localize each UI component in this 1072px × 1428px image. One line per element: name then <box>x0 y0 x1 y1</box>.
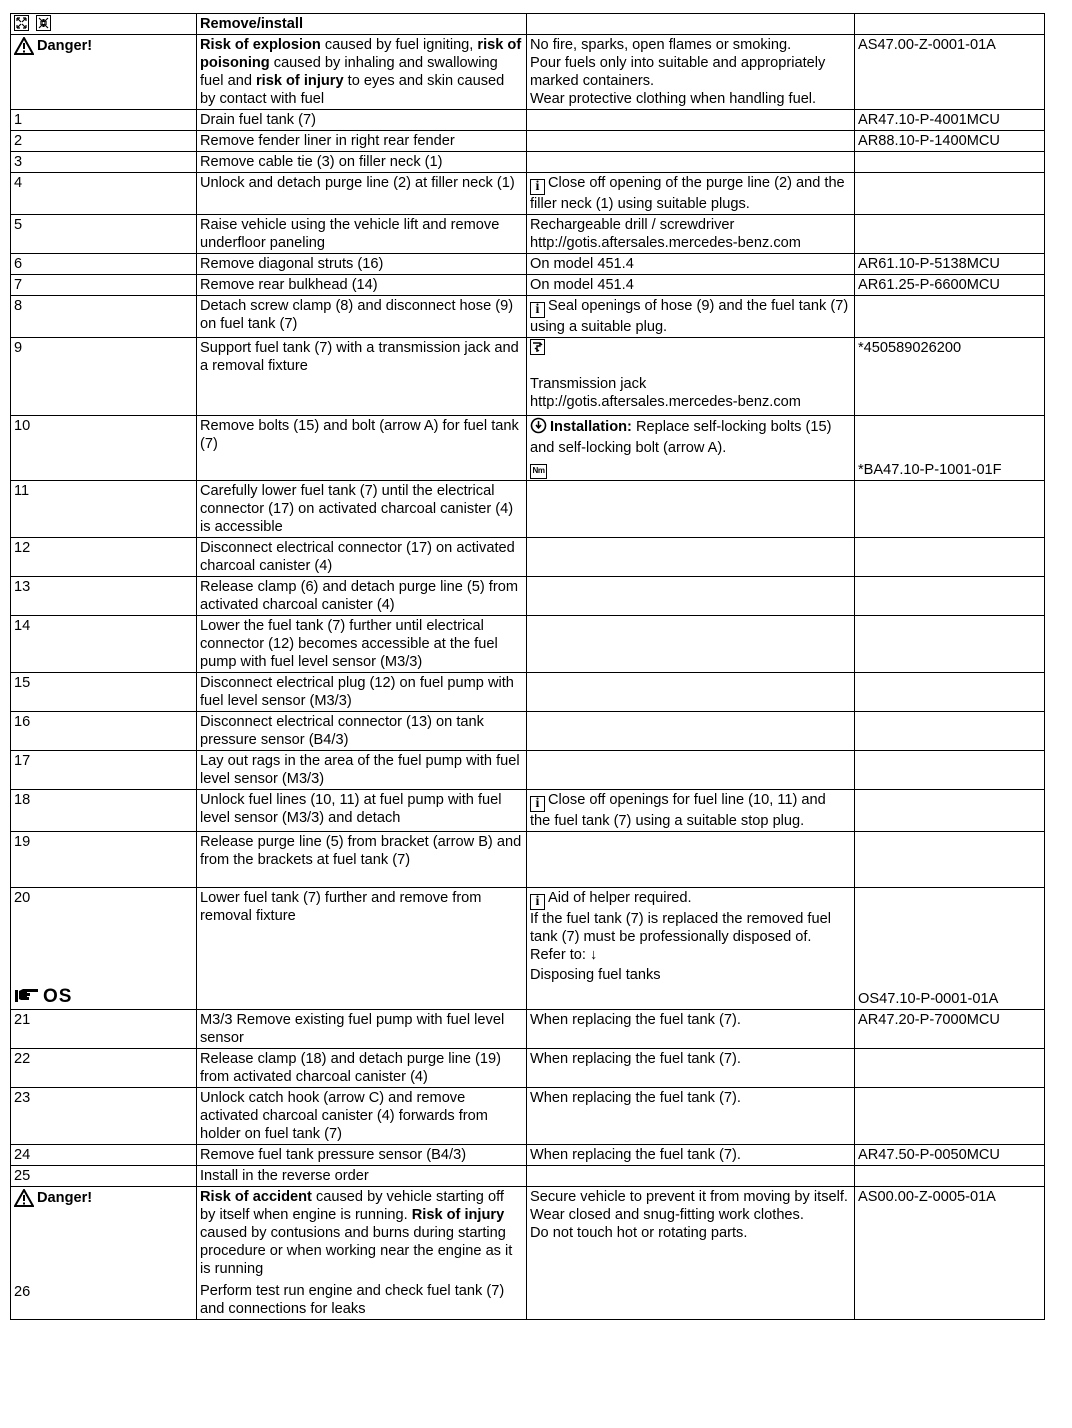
warning-triangle-icon <box>14 37 34 55</box>
step-instruction: Perform test run engine and check fuel tank (7) and connections for leaks <box>200 1283 505 1317</box>
step-reference <box>855 832 1045 888</box>
document-reference[interactable]: AR47.20-P-7000MCU <box>858 1012 1000 1028</box>
step-reference <box>855 712 1045 751</box>
step-row <box>11 538 1045 577</box>
step-note <box>527 131 855 152</box>
header-icons-cell <box>11 14 197 35</box>
step-number-cell <box>11 751 197 790</box>
danger-1-risk-text: Risk of explosion caused by fuel igniting, risk of poisoning caused by inhaling and swallowing fuel and risk of injury to eyes and skin caused by contact with fuel <box>197 35 527 110</box>
step-number: 22 <box>14 1051 31 1067</box>
step-row <box>11 1145 1045 1166</box>
step-row <box>11 152 1045 173</box>
step-number: 14 <box>14 618 31 634</box>
step-reference <box>855 152 1045 173</box>
step-reference <box>855 616 1045 673</box>
document-reference[interactable]: AR47.10-P-4001MCU <box>858 112 1000 128</box>
installation-icon <box>530 417 547 439</box>
step-number-cell <box>11 1166 197 1187</box>
step-row <box>11 275 1045 296</box>
danger-1-ref[interactable]: AS47.00-Z-0001-01A <box>855 35 1045 110</box>
collapse-icon[interactable] <box>36 15 51 31</box>
step-number: 11 <box>14 483 30 499</box>
disposing-fuel-tanks-link[interactable]: Disposing fuel tanks <box>530 967 661 983</box>
step-instruction: Disconnect electrical connector (13) on tank pressure sensor (B4/3) <box>197 712 527 751</box>
step-note <box>527 673 855 712</box>
danger-row-2 <box>11 1187 1045 1320</box>
step-number-cell <box>11 577 197 616</box>
step-reference <box>855 215 1045 254</box>
step-number: 23 <box>14 1090 31 1106</box>
step-row <box>11 616 1045 673</box>
step-row <box>11 751 1045 790</box>
document-reference[interactable]: AR61.10-P-5138MCU <box>858 256 1000 272</box>
step-row <box>11 712 1045 751</box>
step-row <box>11 1088 1045 1145</box>
step-row <box>11 832 1045 888</box>
step-number: 12 <box>14 540 31 556</box>
step-row <box>11 790 1045 832</box>
step-instruction: Unlock catch hook (arrow C) and remove activated charcoal canister (4) forwards from holder on fuel tank (7) <box>197 1088 527 1145</box>
step-number-cell <box>11 1088 197 1145</box>
step-number: 20 <box>14 890 31 906</box>
step-note: Transmission jack http://gotis.aftersales.mercedes-benz.com <box>527 338 855 416</box>
step-number-cell <box>11 1145 197 1166</box>
step-number-cell <box>11 832 197 888</box>
step-reference <box>855 481 1045 538</box>
step-row <box>11 254 1045 275</box>
step-number: 8 <box>14 298 23 314</box>
step-reference <box>855 1166 1045 1187</box>
step-number-cell <box>11 673 197 712</box>
step-number: 17 <box>14 753 31 769</box>
step-instruction: M3/3 Remove existing fuel pump with fuel level sensor <box>197 1010 527 1049</box>
step-note: i Close off openings for fuel line (10, 11) and the fuel tank (7) using a suitable stop plug. <box>527 790 855 832</box>
step-number: 6 <box>14 256 23 272</box>
step-number: 2 <box>14 133 23 149</box>
step-instruction: Release clamp (6) and detach purge line (5) from activated charcoal canister (4) <box>197 577 527 616</box>
os-reference[interactable] <box>14 987 72 1007</box>
step-row <box>11 577 1045 616</box>
step-number-cell <box>11 110 197 131</box>
step-instruction: Lay out rags in the area of the fuel pump with fuel level sensor (M3/3) <box>197 751 527 790</box>
step-row <box>11 1166 1045 1187</box>
step-reference <box>855 131 1045 152</box>
step-number: 1 <box>14 112 23 128</box>
step-row <box>11 215 1045 254</box>
step-note <box>527 712 855 751</box>
step-row <box>11 1049 1045 1088</box>
info-icon: i <box>530 796 545 812</box>
step-number-cell <box>11 152 197 173</box>
step-reference <box>855 173 1045 215</box>
step-instruction: Install in the reverse order <box>197 1166 527 1187</box>
step-reference <box>855 538 1045 577</box>
step-number-cell <box>11 616 197 673</box>
step-number: 9 <box>14 340 23 356</box>
step-reference <box>855 1049 1045 1088</box>
step-number-cell <box>11 712 197 751</box>
step-reference <box>855 1145 1045 1166</box>
step-note: On model 451.4 <box>527 254 855 275</box>
step-number-cell <box>11 173 197 215</box>
step-number: 13 <box>14 579 31 595</box>
step-number-cell <box>11 131 197 152</box>
danger-2-ref[interactable]: AS00.00-Z-0005-01A <box>855 1187 1045 1320</box>
step-number: 16 <box>14 714 31 730</box>
step-row <box>11 416 1045 481</box>
document-reference[interactable]: OS47.10-P-0001-01A <box>858 991 999 1007</box>
step-note <box>527 152 855 173</box>
step-number: 19 <box>14 834 31 850</box>
step-instruction: Lower fuel tank (7) further and remove from removal fixture <box>197 888 527 1010</box>
torque-icon[interactable]: Nm <box>530 464 547 479</box>
step-reference <box>855 275 1045 296</box>
step-reference <box>855 790 1045 832</box>
step-instruction: Unlock fuel lines (10, 11) at fuel pump with fuel level sensor (M3/3) and detach <box>197 790 527 832</box>
step-number: 3 <box>14 154 23 170</box>
step-note: Installation: Replace self-locking bolts (15) and self-locking bolt (arrow A). Nm <box>527 416 855 481</box>
step-note <box>527 751 855 790</box>
step-instruction: Carefully lower fuel tank (7) until the electrical connector (17) on activated charcoal canister (4) is accessible <box>197 481 527 538</box>
step-row <box>11 481 1045 538</box>
step-note <box>527 832 855 888</box>
document-reference[interactable]: *BA47.10-P-1001-01F <box>858 462 1002 478</box>
step-number: 26 <box>14 1284 31 1300</box>
info-icon: i <box>530 894 545 910</box>
danger-label: Danger! <box>14 1189 192 1207</box>
step-note: i Aid of helper required. If the fuel tank (7) is replaced the removed fuel tank (7) must be professionally disposed of. Refer to: ↓ Disposing fuel tanks <box>527 888 855 1010</box>
step-instruction: Support fuel tank (7) with a transmission jack and a removal fixture <box>197 338 527 416</box>
procedure-table <box>10 13 1045 1320</box>
step-reference <box>855 1088 1045 1145</box>
step-reference <box>855 673 1045 712</box>
step-number: 10 <box>14 418 31 434</box>
danger-label: Danger! <box>14 37 192 55</box>
step-instruction: Unlock and detach purge line (2) at filler neck (1) <box>197 173 527 215</box>
danger-row-1 <box>11 35 1045 110</box>
step-number: 5 <box>14 217 23 233</box>
step-instruction: Remove diagonal struts (16) <box>197 254 527 275</box>
step-instruction: Disconnect electrical connector (17) on activated charcoal canister (4) <box>197 538 527 577</box>
step-number-cell <box>11 254 197 275</box>
step-number: 4 <box>14 175 23 191</box>
step-row <box>11 673 1045 712</box>
step-note: When replacing the fuel tank (7). <box>527 1049 855 1088</box>
step-reference <box>855 416 1045 481</box>
step-row <box>11 110 1045 131</box>
step-number-cell <box>11 1049 197 1088</box>
step-reference <box>855 110 1045 131</box>
step-number: 25 <box>14 1168 31 1184</box>
step-number-cell <box>11 416 197 481</box>
step-number: 7 <box>14 277 23 293</box>
info-icon: i <box>530 302 545 318</box>
step-note <box>527 1166 855 1187</box>
step-number: 15 <box>14 675 31 691</box>
step-number: 18 <box>14 792 31 808</box>
step-reference <box>855 254 1045 275</box>
step-note: i Seal openings of hose (9) and the fuel tank (7) using a suitable plug. <box>527 296 855 338</box>
step-number: 21 <box>14 1012 31 1028</box>
step-note: i Close off opening of the purge line (2) and the filler neck (1) using suitable plugs. <box>527 173 855 215</box>
step-reference <box>855 338 1045 416</box>
step-instruction: Disconnect electrical plug (12) on fuel pump with fuel level sensor (M3/3) <box>197 673 527 712</box>
step-reference <box>855 1010 1045 1049</box>
step-number-cell <box>11 790 197 832</box>
step-instruction: Remove fender liner in right rear fender <box>197 131 527 152</box>
danger-1-notes: No fire, sparks, open flames or smoking. Pour fuels only into suitable and appropriately marked containers. Wear protective clothing when handling fuel. <box>527 35 855 110</box>
step-row <box>11 131 1045 152</box>
warning-triangle-icon <box>14 1189 34 1207</box>
step-note <box>527 538 855 577</box>
step-note <box>527 616 855 673</box>
step-instruction: Remove rear bulkhead (14) <box>197 275 527 296</box>
step-note: When replacing the fuel tank (7). <box>527 1088 855 1145</box>
step-note <box>527 481 855 538</box>
expand-icon[interactable] <box>14 15 29 31</box>
special-tool-icon[interactable] <box>530 339 545 355</box>
step-instruction: Remove bolts (15) and bolt (arrow A) for fuel tank (7) <box>197 416 527 481</box>
step-instruction: Raise vehicle using the vehicle lift and remove underfloor paneling <box>197 215 527 254</box>
step-instruction: Release purge line (5) from bracket (arrow B) and from the brackets at fuel tank (7) <box>197 832 527 888</box>
danger-2-risk-text: Risk of accident caused by vehicle starting off by itself when engine is running. Risk of injury caused by contusions and burns during starting procedure or when working near the engine as it is running Perform test run engine and check fuel tank (7) and connections for leaks <box>197 1187 527 1320</box>
step-row <box>11 1010 1045 1049</box>
step-instruction: Release clamp (18) and detach purge line (19) from activated charcoal canister (4) <box>197 1049 527 1088</box>
document-reference[interactable]: *450589026200 <box>858 340 962 356</box>
step-note <box>527 110 855 131</box>
step-reference <box>855 577 1045 616</box>
pointing-hand-icon <box>14 987 40 1007</box>
document-reference[interactable]: AR61.25-P-6600MCU <box>858 277 1000 293</box>
header-row <box>11 14 1045 35</box>
step-instruction: Remove fuel tank pressure sensor (B4/3) <box>197 1145 527 1166</box>
step-row <box>11 338 1045 416</box>
step-number-cell <box>11 296 197 338</box>
step-number: 24 <box>14 1147 31 1163</box>
step-note: When replacing the fuel tank (7). <box>527 1145 855 1166</box>
section-title: Remove/install <box>197 14 527 35</box>
step-number-cell <box>11 275 197 296</box>
step-instruction: Lower the fuel tank (7) further until electrical connector (12) becomes accessible at the fuel pump with fuel level sensor (M3/3) <box>197 616 527 673</box>
step-note: Rechargeable drill / screwdriver http://gotis.aftersales.mercedes-benz.com <box>527 215 855 254</box>
document-reference[interactable]: AR88.10-P-1400MCU <box>858 133 1000 149</box>
danger-2-notes: Secure vehicle to prevent it from moving by itself. Wear closed and snug-fitting work clothes. Do not touch hot or rotating parts. <box>527 1187 855 1320</box>
step-number-cell <box>11 888 197 1010</box>
step-row <box>11 888 1045 1010</box>
step-note: When replacing the fuel tank (7). <box>527 1010 855 1049</box>
step-reference <box>855 888 1045 1010</box>
step-instruction: Drain fuel tank (7) <box>197 110 527 131</box>
step-number-cell <box>11 1010 197 1049</box>
step-row <box>11 296 1045 338</box>
step-reference <box>855 296 1045 338</box>
step-note: On model 451.4 <box>527 275 855 296</box>
document-reference[interactable]: AR47.50-P-0050MCU <box>858 1147 1000 1163</box>
step-reference <box>855 751 1045 790</box>
step-number-cell <box>11 481 197 538</box>
step-number-cell <box>11 338 197 416</box>
os-label: OS <box>43 986 73 1007</box>
step-instruction: Remove cable tie (3) on filler neck (1) <box>197 152 527 173</box>
step-number-cell <box>11 215 197 254</box>
step-instruction: Detach screw clamp (8) and disconnect hose (9) on fuel tank (7) <box>197 296 527 338</box>
step-number-cell <box>11 538 197 577</box>
step-row <box>11 173 1045 215</box>
info-icon: i <box>530 179 545 195</box>
step-note <box>527 577 855 616</box>
